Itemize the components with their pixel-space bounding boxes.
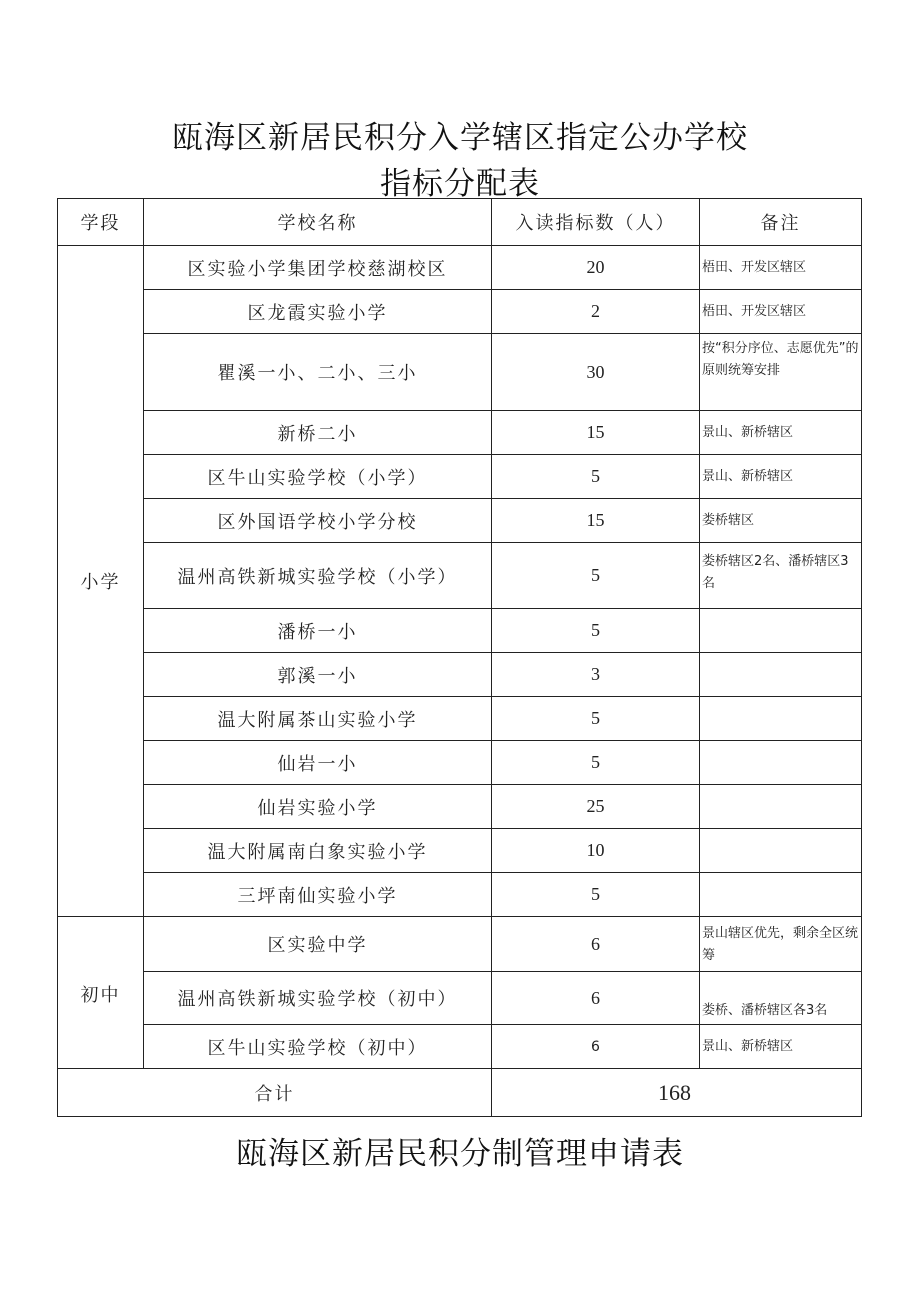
table-row bbox=[58, 873, 862, 917]
quota-value: 5 bbox=[492, 873, 700, 917]
note-text bbox=[700, 609, 862, 653]
total-row bbox=[58, 1069, 862, 1117]
note-text: 按“积分序位、志愿优先”的原则统筹安排 bbox=[700, 334, 862, 411]
page-subtitle: 指标分配表 bbox=[380, 166, 540, 202]
table-row bbox=[58, 653, 862, 697]
note-text bbox=[700, 873, 862, 917]
school-name: 区牛山实验学校（小学） bbox=[144, 455, 492, 499]
note-text: 娄桥辖区 bbox=[700, 499, 862, 543]
table-row bbox=[58, 1025, 862, 1069]
table-row bbox=[58, 609, 862, 653]
quota-value: 5 bbox=[492, 455, 700, 499]
table-row bbox=[58, 246, 862, 290]
stage-junior: 初中 bbox=[58, 917, 144, 1069]
school-name: 区实验中学 bbox=[144, 917, 492, 972]
quota-value: 6 bbox=[492, 917, 700, 972]
note-text: 景山辖区优先，剩余全区统筹 bbox=[700, 917, 862, 972]
note-text: 景山、新桥辖区 bbox=[700, 455, 862, 499]
school-name: 区实验小学集团学校慈湖校区 bbox=[144, 246, 492, 290]
quota-value: 15 bbox=[492, 411, 700, 455]
header-note: 备注 bbox=[700, 199, 862, 246]
table-row bbox=[58, 455, 862, 499]
quota-value: 5 bbox=[492, 609, 700, 653]
note-text bbox=[700, 829, 862, 873]
quota-value: 6 bbox=[492, 1025, 700, 1069]
table-row bbox=[58, 785, 862, 829]
table-row bbox=[58, 411, 862, 455]
school-name: 瞿溪一小、二小、三小 bbox=[144, 334, 492, 411]
page-title: 瓯海区新居民积分入学辖区指定公办学校 bbox=[172, 120, 748, 156]
school-name: 温大附属南白象实验小学 bbox=[144, 829, 492, 873]
school-name: 潘桥一小 bbox=[144, 609, 492, 653]
school-name: 新桥二小 bbox=[144, 411, 492, 455]
school-name: 温州高铁新城实验学校（初中） bbox=[144, 972, 492, 1025]
total-value: 168 bbox=[492, 1069, 862, 1117]
note-text: 娄桥、潘桥辖区各3名 bbox=[700, 972, 862, 1025]
note-text: 景山、新桥辖区 bbox=[700, 411, 862, 455]
school-name: 区牛山实验学校（初中） bbox=[144, 1025, 492, 1069]
school-name: 郭溪一小 bbox=[144, 653, 492, 697]
quota-value: 5 bbox=[492, 543, 700, 609]
next-section-title: 瓯海区新居民积分制管理申请表 bbox=[236, 1136, 684, 1172]
quota-value: 15 bbox=[492, 499, 700, 543]
quota-value: 25 bbox=[492, 785, 700, 829]
school-name: 温大附属茶山实验小学 bbox=[144, 697, 492, 741]
table-row bbox=[58, 697, 862, 741]
quota-value: 2 bbox=[492, 290, 700, 334]
school-name: 仙岩实验小学 bbox=[144, 785, 492, 829]
school-name: 区龙霞实验小学 bbox=[144, 290, 492, 334]
header-row bbox=[58, 199, 862, 246]
table-row bbox=[58, 972, 862, 1025]
table-row bbox=[58, 543, 862, 609]
quota-table bbox=[57, 198, 862, 1117]
note-text bbox=[700, 697, 862, 741]
school-name: 区外国语学校小学分校 bbox=[144, 499, 492, 543]
table-row bbox=[58, 290, 862, 334]
note-text: 梧田、开发区辖区 bbox=[700, 290, 862, 334]
quota-value: 10 bbox=[492, 829, 700, 873]
note-text bbox=[700, 785, 862, 829]
total-label: 合计 bbox=[58, 1069, 492, 1117]
quota-value: 3 bbox=[492, 653, 700, 697]
quota-value: 5 bbox=[492, 697, 700, 741]
header-stage: 学段 bbox=[58, 199, 144, 246]
quota-value: 20 bbox=[492, 246, 700, 290]
header-school: 学校名称 bbox=[144, 199, 492, 246]
table-row bbox=[58, 829, 862, 873]
school-name: 温州高铁新城实验学校（小学） bbox=[144, 543, 492, 609]
header-quota: 入读指标数（人） bbox=[492, 199, 700, 246]
school-name: 仙岩一小 bbox=[144, 741, 492, 785]
table-row bbox=[58, 334, 862, 411]
note-text: 梧田、开发区辖区 bbox=[700, 246, 862, 290]
table-row bbox=[58, 917, 862, 972]
table-row bbox=[58, 741, 862, 785]
note-text bbox=[700, 653, 862, 697]
quota-value: 30 bbox=[492, 334, 700, 411]
quota-value: 6 bbox=[492, 972, 700, 1025]
quota-value: 5 bbox=[492, 741, 700, 785]
school-name: 三坪南仙实验小学 bbox=[144, 873, 492, 917]
stage-primary: 小学 bbox=[58, 246, 144, 917]
note-text: 娄桥辖区2名、潘桥辖区3名 bbox=[700, 543, 862, 609]
note-text bbox=[700, 741, 862, 785]
note-text: 景山、新桥辖区 bbox=[700, 1025, 862, 1069]
table-row bbox=[58, 499, 862, 543]
